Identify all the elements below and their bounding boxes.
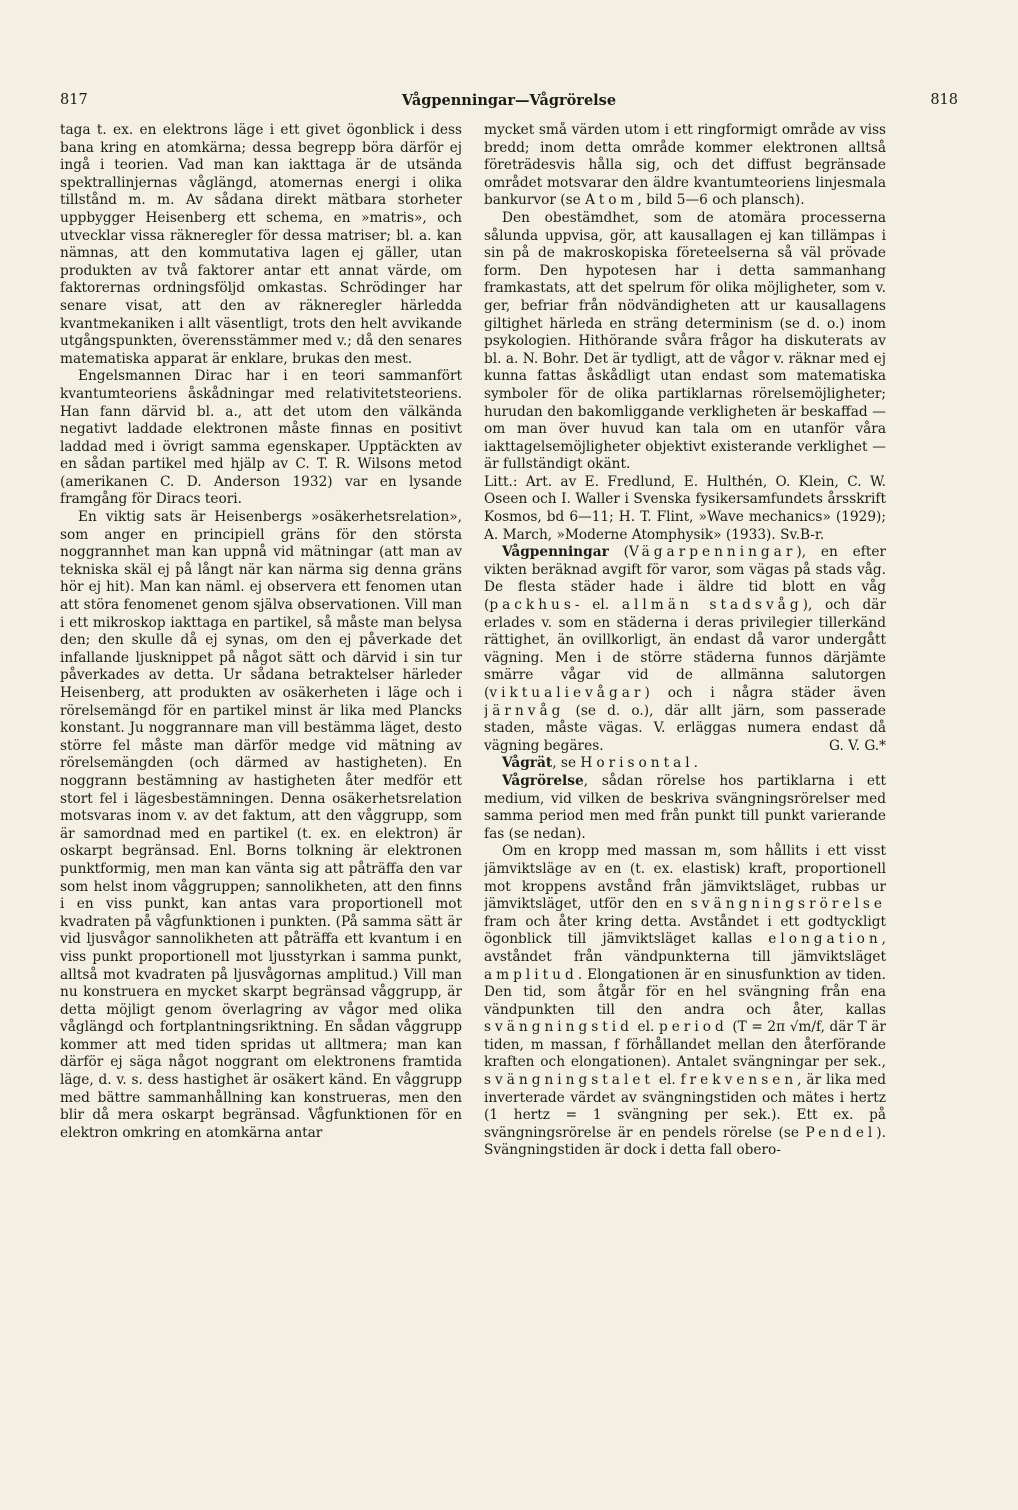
text-run: ) och i några städer även <box>644 685 886 701</box>
text-run: (T = 2π √m/f, där T är tiden, m massan, f förhållandet mellan den återförande kraften och elongationen). Antalet svängningar per sek., <box>484 1019 886 1071</box>
spaced-term: frekvensen <box>680 1072 798 1089</box>
text-run: , är lika med inverterade värdet av svängningstiden och mätes i hertz (1 hertz = 1 svängning per sek.). Ett ex. på svängningsrörelse är en pendels rörelse (se <box>484 1072 886 1141</box>
text-run: , sådan rörelse hos partiklarna i ett medium, vid vilken de beskriva svängningsrörelser med samma period men med från punkt till punkt varierande fas (se nedan). <box>484 772 886 842</box>
spaced-term: järnvåg <box>484 702 565 719</box>
literature-text: Litt.: Art. av E. Fredlund, E. Hulthén, O. Klein, C. W. Oseen och I. Waller i Svenska fysikersamfundets årsskrift Kosmos, bd 6—11; H. T. Flint, »Wave mechanics» (1929); A. March, »Moderne Atomphysik» (1933). <box>484 473 886 543</box>
text-run: , se <box>552 755 581 772</box>
text-run: , bild 5—6 och plansch). <box>637 192 805 209</box>
entry-vagrorelse <box>484 773 886 843</box>
spaced-term: svängningstid <box>484 1019 633 1036</box>
text-run: ). Svängningstiden är dock i detta fall obero- <box>484 1124 886 1159</box>
text-run: ), och där erlades v. som en städerna i deras privilegier tillerkänd rättighet, än ovillkorligt, än endast då varor undergått vägning. Men i de större städerna funnos därjämte smärre vågar vid de allmänna salutorgen ( <box>484 597 886 701</box>
left-page-number: 817 <box>60 92 88 108</box>
running-head: Vågpenningar—Vågrörelse <box>401 92 617 109</box>
literature-paragraph <box>484 474 886 544</box>
author-signature: Sv.B-r. <box>780 526 825 543</box>
headword: Vågpenningar <box>502 544 609 561</box>
spaced-term: packhus <box>489 597 575 614</box>
spaced-term: Atom <box>585 192 638 209</box>
spaced-term: Vägarpenningar <box>628 544 797 561</box>
text-run: ( <box>608 544 629 561</box>
cross-reference: Horisontal <box>580 755 694 772</box>
text-run: el. <box>632 1019 659 1036</box>
text-run: Om en kropp med massan m, som hållits i ett visst jämviktsläge av en (t. ex. elastisk) kraft, proportionell mot kroppens avstånd från jämviktsläget, rubbas ur jämviktsläget, utför den en <box>484 843 886 913</box>
right-page-number: 818 <box>930 92 958 108</box>
text-run: - el. <box>574 597 622 614</box>
spaced-term: svängningstalet <box>484 1072 654 1089</box>
left-column <box>60 122 462 1452</box>
cross-reference: Pendel <box>805 1124 877 1141</box>
headword: Vågrörelse <box>502 772 584 789</box>
spaced-term: allmän stadsvåg <box>621 597 803 614</box>
spaced-term: period <box>658 1019 728 1036</box>
right-paragraph-1 <box>484 122 886 210</box>
entry-vagpenningar <box>484 544 886 755</box>
right-paragraph-2: Den obestämdhet, som de atomära processerna sålunda uppvisa, gör, att kausallagen ej kan tillämpas i sin på de makroskopiska företeelserna så väl prövade form. Den hypotesen har i detta sammanhang framkastats, att det spelrum för olika möjligheter, som v. ger, befriar från nödvändigheten att ur kausallagens giltighet härleda en sträng determinism (se d. o.) inom psykologien. Hithörande svåra frågor ha diskuterats av bl. a. N. Bohr. Det är tydligt, att de vågor v. räknar med ej kunna fattas åskådligt utan endast som matematiska symboler för de olika partiklarnas rörelsemöjligheter; hurudan den bakomliggande verkligheten är beskaffad — om man över huvud kan tala om en utanför våra iakttagelsemöjligheter objektivt existerande verklighet — är fullständigt okänt. <box>484 209 886 473</box>
entry-vagrat <box>484 755 886 773</box>
spaced-term: svängningsrörelse <box>690 896 886 913</box>
right-column <box>484 122 886 1452</box>
left-paragraph-1: taga t. ex. en elektrons läge i ett givet ögonblick i dess bana kring en atomkärna; dessa begrepp böra därför ej ingå i teorien. Vad man kan iakttaga är de utsända spektrallinjernas våglängd, atomernas energi i olika tillstånd m. m. Av sådana direkt mätbara storheter uppbygger Heisenberg ett schema, en »matris», och utvecklar vissa räkneregler för dessa matriser; bl. a. kan nämnas, att den kommutativa lagen ej gäller, utan produkten av två faktorer antar ett annat värde, om faktorernas ordningsföljd omkastas. Schrödinger har senare visat, att den av räkneregler härledda kvantmekaniken i allt väsentligt, trots den helt avvikande utgångspunkten, överensstämmer med v.; då den senares matematiska apparat är enklare, brukas den mest. <box>60 122 462 367</box>
text-run: . Elongationen är en sinusfunktion av tiden. Den tid, som åtgår för en hel svängning från ena vändpunkten till den andra och åter, kallas <box>484 966 886 1018</box>
text-run: ), en efter vikten beräknad avgift för varor, som vägas på stads våg. De flesta städer hade i äldre tid blott en våg ( <box>484 544 886 614</box>
text-run: . <box>693 755 698 772</box>
vagrorelse-paragraph-2 <box>484 843 886 1160</box>
page-header <box>60 92 958 112</box>
spaced-term: elongation <box>768 931 882 948</box>
text-run: (se d. o.), där allt järn, som passerade staden, måste vägas. V. erläggas numera endast då vägning begäres. <box>484 702 886 754</box>
text-run: el. <box>653 1072 681 1089</box>
text-run: mycket små värden utom i ett ringformigt område av viss bredd; inom detta område kommer elektronen alltså företrädesvis hålla sig, och det diffust begränsade området motsvarar den äldre kvantumteoriens linjesmala bankurvor (se <box>484 122 886 209</box>
text-run: , avståndet från vändpunkterna till jämviktsläget <box>484 931 886 965</box>
spaced-term: viktualievågar <box>489 685 645 701</box>
author-signature: G. V. G.* <box>829 737 886 754</box>
headword: Vågrät <box>502 755 553 772</box>
left-paragraph-2: Engelsmannen Dirac har i en teori sammanfört kvantumteoriens åskådningar med relativitetsteoriens. Han fann därvid bl. a., att det utom den välkända negativt laddade elektronen måste finnas en positivt laddad med i övrigt samma egenskaper. Upptäckten av en sådan partikel med hjälp av C. T. R. Wilsons metod (amerikanen C. D. Anderson 1932) var en lysande framgång för Diracs teori. <box>60 368 462 508</box>
spaced-term: amplitud <box>484 966 578 983</box>
text-run: fram och åter kring detta. Avståndet i ett godtyckligt ögonblick till jämviktsläget kallas <box>484 913 886 948</box>
left-paragraph-3: En viktig sats är Heisenbergs »osäkerhetsrelation», som anger en principiell gräns för den största noggrannhet man kan uppnå vid mätningar (att man av tekniska skäl ej på långt när kan närma sig denna gräns hör ej hit). Man kan näml. ej observera ett fenomen utan att störa fenomenet genom själva observationen. Vill man i ett mikroskop iakttaga en partikel, så måste man belysa den; den skulle då ej synas, om den ej påverkade det infallande ljusknippet på något sätt och därvid i sin tur påverkades av detta. Ur sådana betraktelser härleder Heisenberg, att produkten av osäkerheten i läge och i rörelsemängd för en partikel minst är lika med Plancks konstant. Ju noggrannare man vill bestämma läget, desto större fel måste man därför medge vid mätning av rörelsemängden (och därmed av hastigheten). En noggrann bestämning av hastigheten åter medför ett stort fel i lägesbestämningen. Denna osäkerhetsrelation motsvaras inom v. av det faktum, att den våggrupp, som är samordnad med en partikel (t. ex. en elektron) är oskarpt begränsad. Enl. Borns tolkning är elektronen punktformig, men man kan vänta sig att påträffa den var som helst inom våggruppen; sannolikheten, att den finns i en viss punkt, kan antas vara proportionell mot kvadraten på vågfunktionen i punkten. (På samma sätt är vid ljusvågor sannolikheten att påträffa ett kvantum i en viss punkt proportionell mot ljusstyrkan i samma punkt, alltså mot kvadraten på ljusvågornas amplitud.) Vill man nu konstruera en mycket skarpt begränsad våggrupp, är detta möjligt genom överlagring av vågor med olika våglängd och fortplantningsriktning. En sådan våggrupp kommer att med tiden spridas ut alltmera; man kan därför ej säga något noggrant om elektronens framtida läge, d. v. s. dess hastighet är osäkert känd. En våggrupp med bättre sammanhållning kan konstrueras, men den blir då mera oskarpt begränsad. Vågfunktionen för en elektron omkring en atomkärna antar <box>60 509 462 1141</box>
